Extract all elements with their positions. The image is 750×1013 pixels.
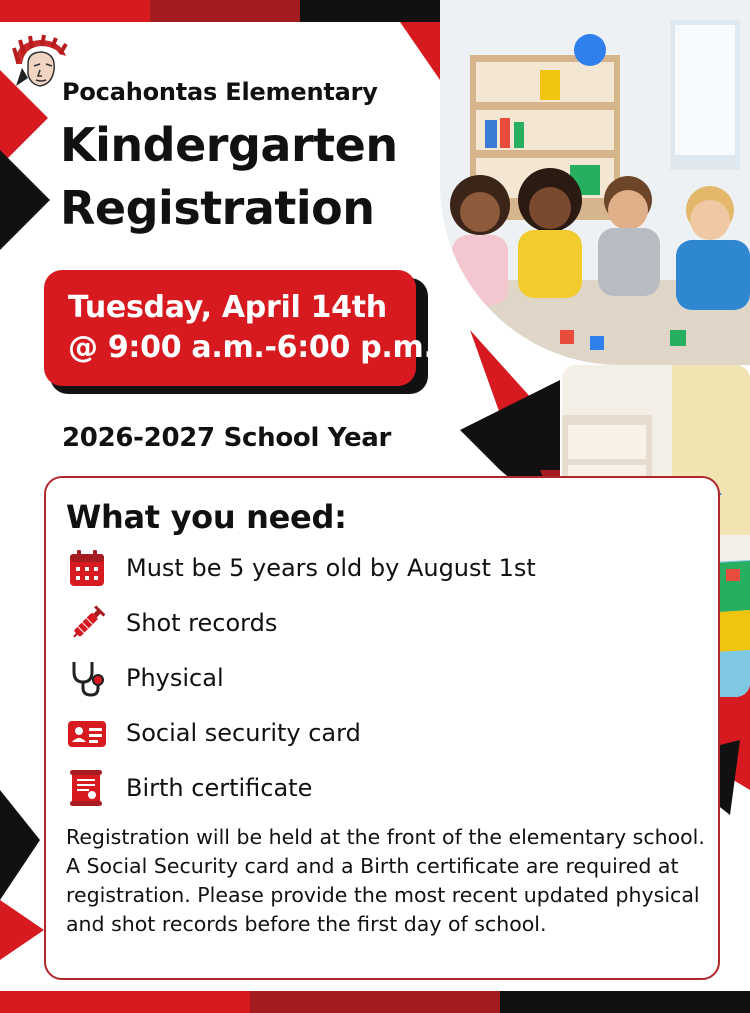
certificate-icon: [66, 768, 108, 808]
requirement-item: [66, 548, 546, 588]
stethoscope-icon: [66, 658, 108, 698]
school-name: Pocahontas Elementary: [62, 78, 378, 106]
calendar-icon: [66, 548, 108, 588]
requirement-item: [66, 658, 546, 698]
school-year: 2026-2027 School Year: [62, 423, 392, 453]
event-date-box: [44, 270, 435, 386]
event-time: @ 9:00 a.m.-6:00 p.m.: [68, 330, 435, 365]
bottom-stripe: [0, 991, 750, 1013]
requirement-label: Shot records: [126, 609, 278, 637]
event-date: Tuesday, April 14th: [68, 290, 387, 325]
requirement-item: [66, 713, 546, 753]
requirement-label: Birth certificate: [126, 774, 313, 802]
requirement-label: Social security card: [126, 719, 361, 747]
requirements-heading: What you need:: [66, 498, 347, 536]
requirement-label: Must be 5 years old by August 1st: [126, 554, 536, 582]
requirement-item: [66, 768, 546, 808]
page-title-line-1: Kindergarten: [60, 118, 398, 172]
id-card-icon: [66, 713, 108, 753]
page-title-line-2: Registration: [60, 181, 375, 235]
registration-note: Registration will be held at the front of the elementary school. A Social Security card and a Birth certificate are required at registration. Please provide the most recent updated physical and shot records before the first day of school.: [66, 825, 705, 936]
requirements-card: [44, 476, 720, 980]
requirement-item: [66, 603, 546, 643]
syringe-icon: [66, 603, 108, 643]
requirement-label: Physical: [126, 664, 224, 692]
